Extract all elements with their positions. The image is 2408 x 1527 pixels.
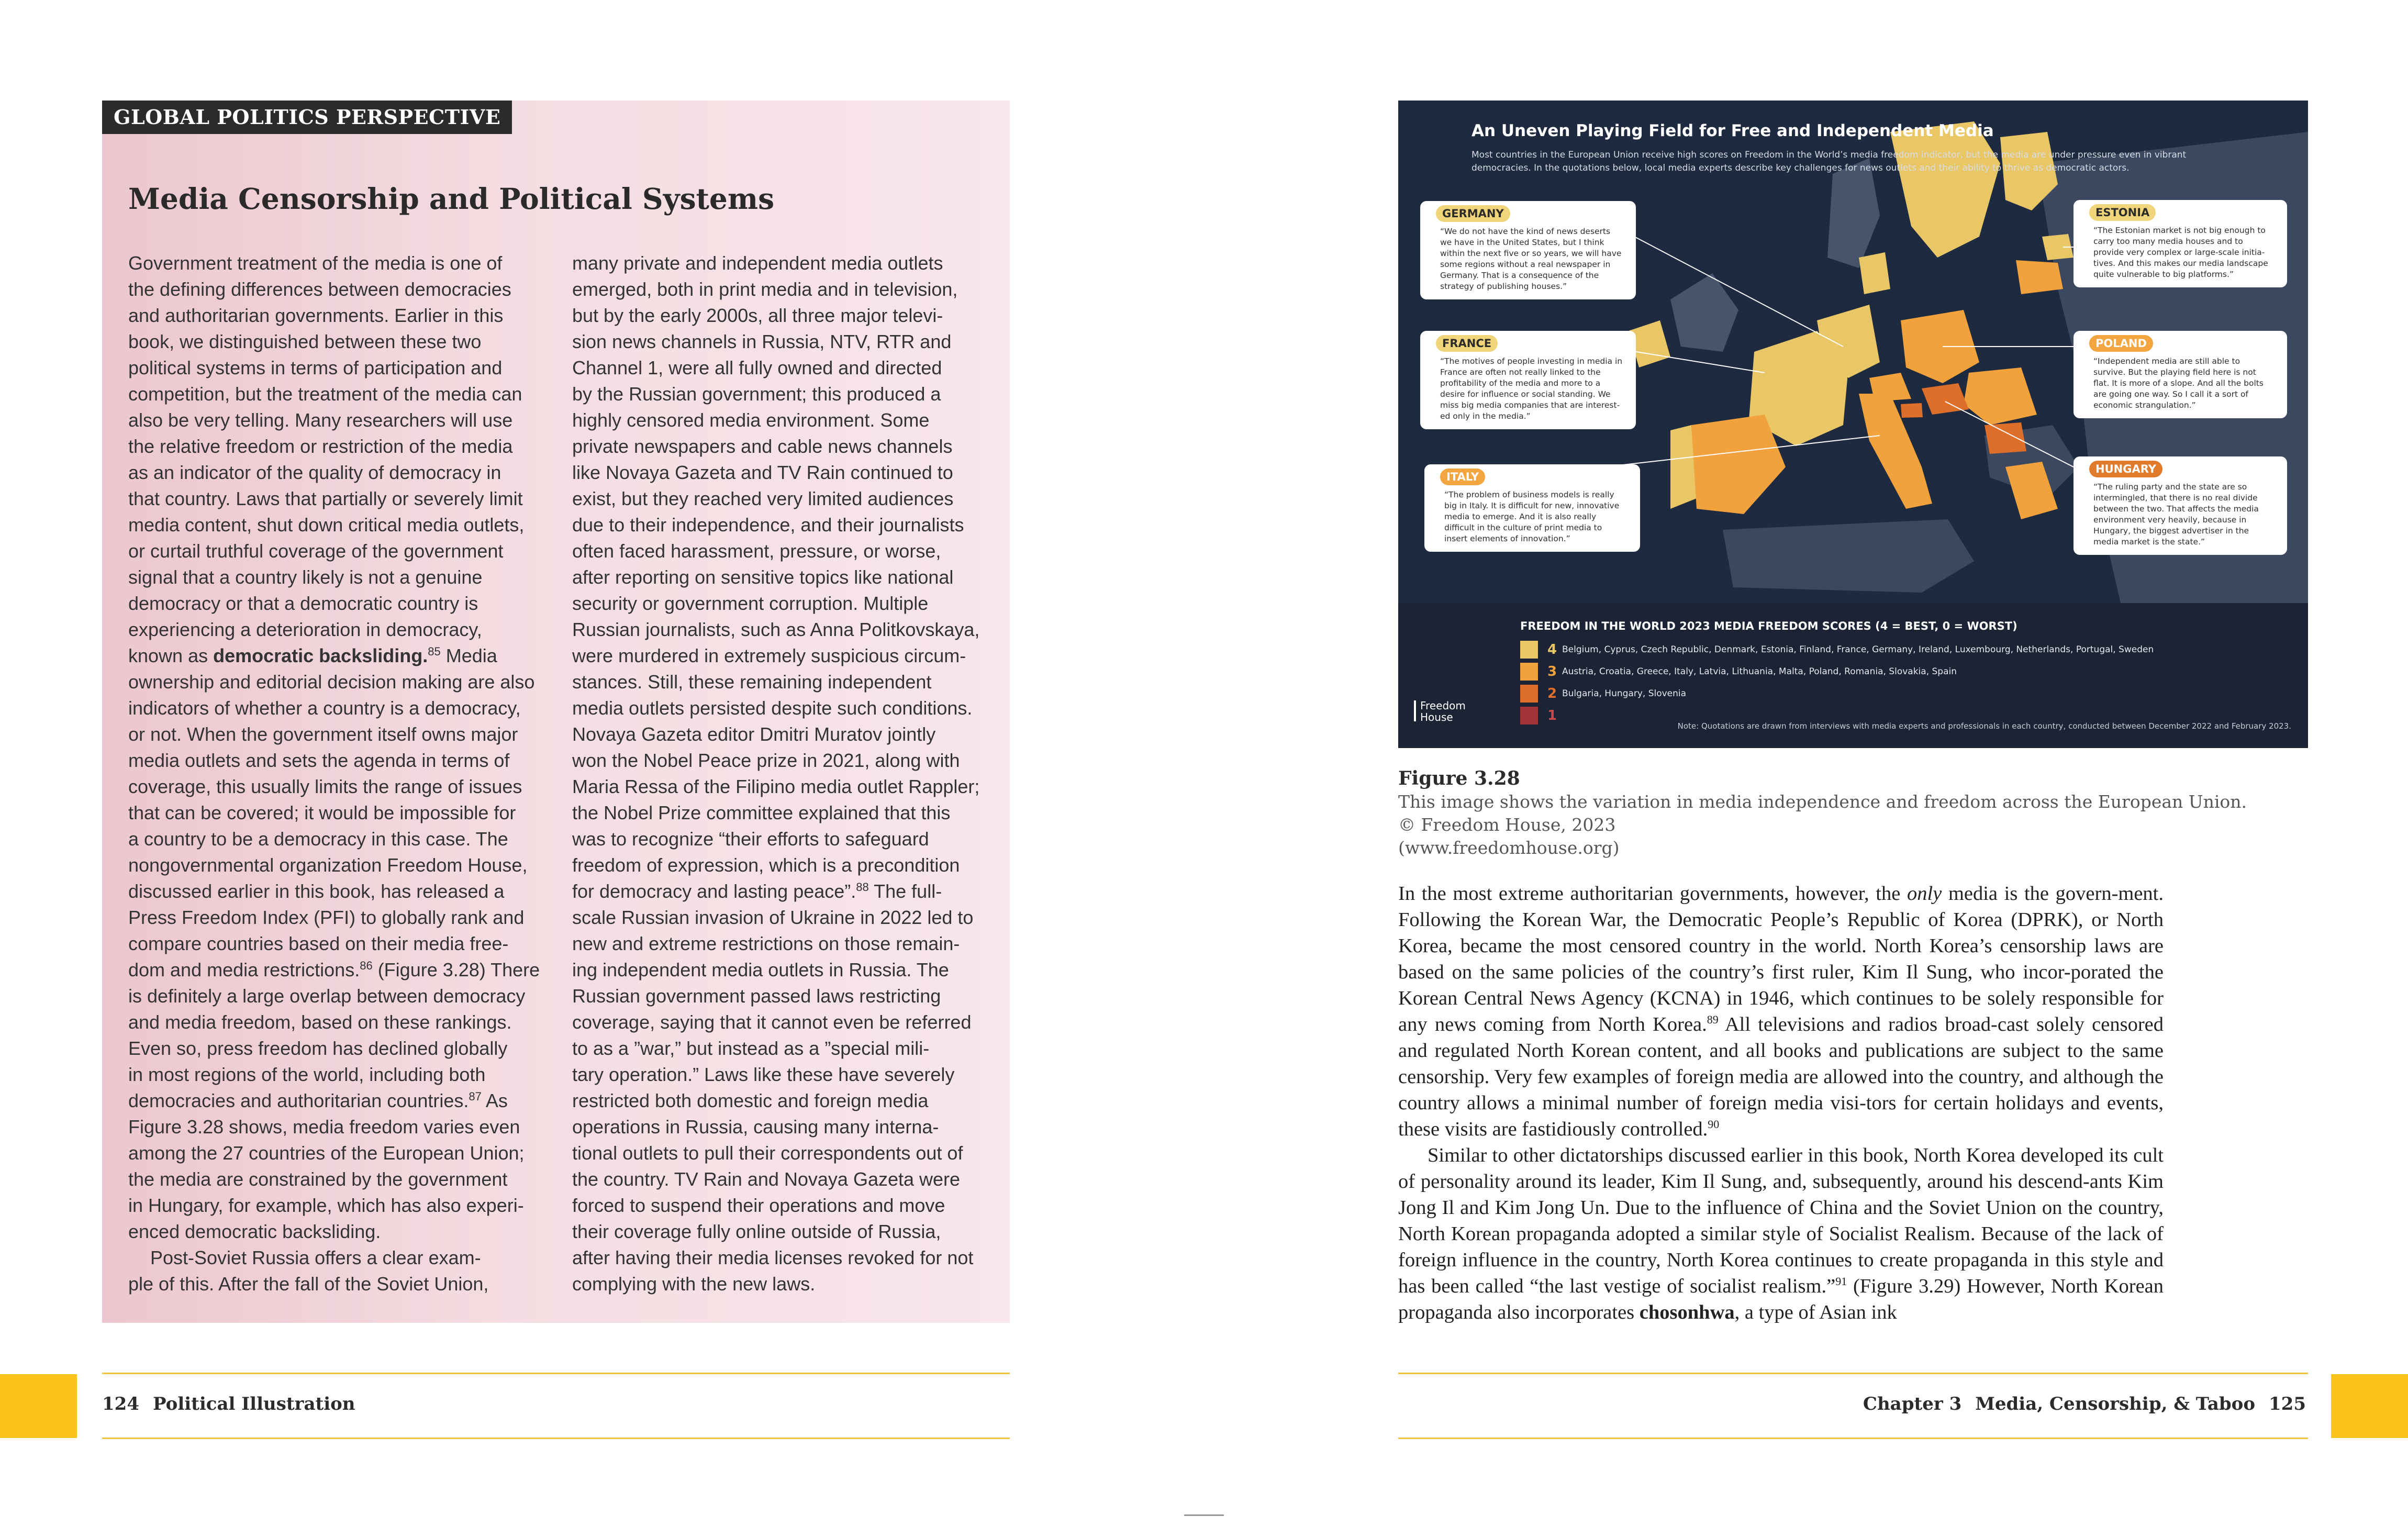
footer-rule-bottom-left xyxy=(102,1437,1010,1439)
footnote-ref[interactable]: 88 xyxy=(856,880,869,894)
body-paragraph xyxy=(1398,1142,2164,1325)
sidebar-title: Media Censorship and Political Systems xyxy=(128,182,775,216)
quote-text: “Independent media are still able to survive. But the playing field here is not flat. It is more of a slope. And all the bolts are going one way. So I call it a sort of economic strangulation.” xyxy=(2093,356,2264,410)
quote-text: “The problem of business models is really big in Italy. It is difficult for new, innovative media to emerge. And it is also really difficult in the culture of print media to insert elements of innovation.” xyxy=(1444,490,1620,543)
footnote-ref[interactable]: 87 xyxy=(469,1090,482,1103)
freedom-house-logo-icon xyxy=(1414,700,1416,721)
footer-tab-right xyxy=(2331,1374,2408,1438)
quote-text: “We do not have the kind of news deserts we have in the United States, but I think within the next five or so years, we will have some regions without a real newspaper in Germany. That is a consequence of the strategy of publishing houses.” xyxy=(1440,227,1622,291)
map-note: Note: Quotations are drawn from interviews with media experts and professionals in each country, conducted between December 2022 and February 2023. xyxy=(1677,721,2291,731)
footnote-ref[interactable]: 86 xyxy=(360,959,373,972)
freedom-house-brand: Freedom House xyxy=(1420,699,1466,723)
sidebar-label: GLOBAL POLITICS PERSPECTIVE xyxy=(102,101,512,134)
map-subtitle: Most countries in the European Union receive high scores on Freedom in the World’s media freedom indicator, but the media are under pressure even in vibrant democracies. In the quotations below, local media experts describe key challenges for news outlets and their ability to thrive as democratic actors. xyxy=(1471,150,2187,173)
footnote-ref[interactable]: 89 xyxy=(1707,1013,1719,1027)
footnote-ref[interactable]: 90 xyxy=(1708,1118,1720,1131)
baltics-score-3 xyxy=(2016,260,2063,294)
key-term-chosonhwa[interactable]: chosonhwa xyxy=(1639,1301,1735,1323)
country-tag: POLAND xyxy=(2089,335,2153,352)
legend-swatch xyxy=(1520,663,1538,681)
key-term-democratic-backsliding[interactable]: democratic backsliding. xyxy=(213,645,428,666)
figure-caption: This image shows the variation in media independence and freedom across the European Union. © Freedom House, 2023 (www.freedomhouse.org) xyxy=(1398,792,2247,858)
media-freedom-map-figure xyxy=(1398,101,2308,748)
spread-divider xyxy=(1184,1514,1224,1516)
footer-rule-top-left xyxy=(102,1373,1010,1374)
text-run: (Figure 3.28) There is definitely a large overlap between democracy and media freedom, based on these rankings. Even so, press freedom has declined globally in most regions of the world, including both democracies and authoritarian countries. xyxy=(128,959,540,1111)
text-run: As Figure 3.28 shows, media freedom varies even among the 27 countries of the European Union; the media are constrained by the government in Hungary, for example, which has also experi- enced democratic backsliding. xyxy=(128,1090,525,1242)
sidebar-paragraph xyxy=(128,250,547,1245)
country-tag: FRANCE xyxy=(1436,335,1498,352)
text-run: The full- scale Russian invasion of Ukraine in 2022 led to new and extreme restrictions on those remain- ing independent media outlets in Russia. The Russian government passed laws restricting coverage, saying that it cannot even be referred to as a ”war,” but instead as a ”special mili- tary operation.” Laws like these have severely restricted both domestic and foreign media operations in Russia, causing many interna- tional outlets to pull their correspondents out of the country. TV Rain and Novaya Gazeta were forced to suspend their operations and move their coverage fully online outside of Russia, after having their media licenses revoked for not complying with the new laws. xyxy=(572,880,974,1295)
quote-text: “The motives of people investing in media in France are often not really linked to the profitability of the media and more to a desire for influence or social standing. We miss big media companies that are interest- ed only in the media.” xyxy=(1440,356,1623,421)
footnote-ref[interactable]: 85 xyxy=(428,645,441,658)
text-run: In the most extreme authoritarian governments, however, the xyxy=(1398,883,1907,905)
main-body-text xyxy=(1398,880,2164,1325)
legend-swatch xyxy=(1520,707,1538,725)
quote-card-italy xyxy=(1424,464,1640,552)
footer-right xyxy=(1863,1392,2306,1415)
text-run: media is the govern-ment. Following the Korean War, the Democratic People’s Republic of Korea (DPRK), or North Korea, became the most censored country in the world. North Korea’s censorship laws are based on the same policies of the country’s first ruler, Kim Il Sung, who incor-porated the Korean Central News Agency (KCNA) in 1946, which continues to be solely responsible for any news coming from North Korea. xyxy=(1398,883,2164,1035)
quote-card-hungary xyxy=(2073,456,2287,555)
footnote-ref[interactable]: 91 xyxy=(1835,1275,1847,1288)
map-title: An Uneven Playing Field for Free and Independent Media xyxy=(1471,121,1994,140)
legend-score: 3 xyxy=(1547,664,1557,679)
chapter-number: Chapter 3 xyxy=(1863,1394,1962,1414)
text-run: (Figure 3.29) However, North Korean propaganda also incorporates xyxy=(1398,1275,2164,1323)
country-tag: ITALY xyxy=(1440,469,1485,485)
country-tag: ESTONIA xyxy=(2089,204,2156,221)
country-tag: HUNGARY xyxy=(2089,461,2162,477)
legend-score: 4 xyxy=(1547,642,1557,657)
legend-score: 2 xyxy=(1547,686,1557,701)
text-run: many private and independent media outlets emerged, both in print media and in television, but by the early 2000s, all three major televi- sion news channels in Russia, NTV, RTR and Channel 1, were all fully owned and directed by the Russian government; this produced a highly censored media environment. Some private newspapers and cable news channels like Novaya Gazeta and TV Rain continued to exist, but they reached very limited audiences due to their independence, and their journalists often faced harassment, pressure, or worse, after reporting on sensitive topics like national security or government corruption. Multiple Russian journalists, such as Anna Politkovskaya, were murdered in extremely suspicious circum- stances. Still, these remaining independent media outlets persisted despite such conditions. Novaya Gazeta editor Dmitri Muratov jointly won the Nobel Peace prize in 2021, along with Maria Ressa of the Filipino media outlet Rappler; the Nobel Prize committee explained that this was to recognize “their efforts to safeguard freedom of expression, which is a precondition for democracy and lasting peace”. xyxy=(572,252,980,902)
quote-card-germany xyxy=(1420,201,1636,299)
sidebar-paragraph: Post-Soviet Russia offers a clear exam- ple of this. After the fall of the Soviet Union, xyxy=(128,1247,489,1295)
chapter-title: Media, Censorship, & Taboo xyxy=(1975,1394,2256,1414)
quote-card-france xyxy=(1420,331,1636,429)
quote-card-poland xyxy=(2073,331,2287,418)
text-run: All televisions and radios broad-cast solely censored and regulated North Korean content, and all books and publications are subject to the same censorship. Very few examples of foreign media are allowed into the country, and although the country allows a minimal number of foreign media visi-tors for certain holidays and events, these visits are fastidiously controlled. xyxy=(1398,1013,2164,1140)
footer-tab-left xyxy=(0,1374,77,1438)
bulgaria-score-2 xyxy=(1985,422,2026,454)
quote-text: “The ruling party and the state are so intermingled, that there is no real divide between the two. That affects the media environment very heavily, because in Hungary, the biggest advertiser in the media market is the state.” xyxy=(2093,482,2259,547)
figure-label: Figure 3.28 xyxy=(1398,767,1520,789)
quote-text: “The Estonian market is not big enough to carry too many media houses and to provide very complex or large-scale initia- tives. And this makes our media landscape quite vulnerable to big platforms.” xyxy=(2093,226,2268,279)
footer-rule-top-right xyxy=(1398,1373,2308,1374)
legend-countries: Bulgaria, Hungary, Slovenia xyxy=(1562,688,1687,699)
page-number: 125 xyxy=(2269,1394,2306,1414)
text-run: Media ownership and editorial decision making are also indicators of whether a country is a democracy, or not. When the government itself owns major media outlets and sets the agenda in terms of coverage, this usually limits the range of issues that can be covered; it would be impossible for a country to be a democracy in this case. The nongovernmental organization Freedom House, discussed earlier in this book, has released a Press Freedom Index (PFI) to globally rank and compare countries based on their media free- dom and media restrictions. xyxy=(128,645,535,980)
footer-left xyxy=(102,1392,355,1415)
page-number: 124 xyxy=(102,1394,139,1414)
legend-countries: Austria, Croatia, Greece, Italy, Latvia, Lithuania, Malta, Poland, Romania, Slovakia, Spain xyxy=(1562,666,1957,677)
sidebar-column-left xyxy=(128,250,547,1297)
body-paragraph xyxy=(1398,880,2164,1142)
sidebar-paragraph xyxy=(572,250,991,1297)
legend-swatch xyxy=(1520,641,1538,659)
sidebar-column-right xyxy=(572,250,991,1297)
country-tag: GERMANY xyxy=(1436,205,1510,222)
legend-title: FREEDOM IN THE WORLD 2023 MEDIA FREEDOM SCORES (4 = BEST, 0 = WORST) xyxy=(1520,620,2017,632)
legend-swatch xyxy=(1520,685,1538,703)
north-africa-land xyxy=(1723,519,1974,593)
text-run: Similar to other dictatorships discussed earlier in this book, North Korea developed its cult of personality around its leader, Kim Il Sung, and, subsequently, around his descend-ants Kim Jong Il and Kim Jong Un. Due to the influence of China and the Soviet Union on the country, North Korean propaganda adopted a similar style of Socialist Realism. Because of the lack of foreign influence in the country, North Korea continues to create propaganda in this style and has been called “the last vestige of socialist realism.” xyxy=(1398,1144,2164,1297)
quote-card-estonia xyxy=(2073,200,2287,287)
legend-countries: Belgium, Cyprus, Czech Republic, Denmark, Estonia, Finland, France, Germany, Ireland, Luxembourg, Netherlands, Portugal, Sweden xyxy=(1562,644,2154,655)
denmark-score-4 xyxy=(1859,252,1890,294)
footer-rule-bottom-right xyxy=(1398,1437,2308,1439)
legend-score: 1 xyxy=(1547,708,1557,723)
text-run: Government treatment of the media is one of the defining differences between democracies and authoritarian governments. Earlier in this book, we distinguished between these two political systems in terms of participation and competition, but the treatment of the media can also be very telling. Many researchers will use the relative freedom or restriction of the media as an indicator of the quality of democracy in that country. Laws that partially or severely limit media content, shut down critical media outlets, or curtail truthful coverage of the government signal that a country likely is not a genuine democracy or that a democratic country is experiencing a deterioration in democracy, known as xyxy=(128,252,525,666)
slovenia-score-2 xyxy=(1901,403,1923,418)
emphasis: only xyxy=(1907,883,1942,905)
running-head: Political Illustration xyxy=(152,1394,355,1414)
text-run: , a type of Asian ink xyxy=(1734,1301,1897,1323)
